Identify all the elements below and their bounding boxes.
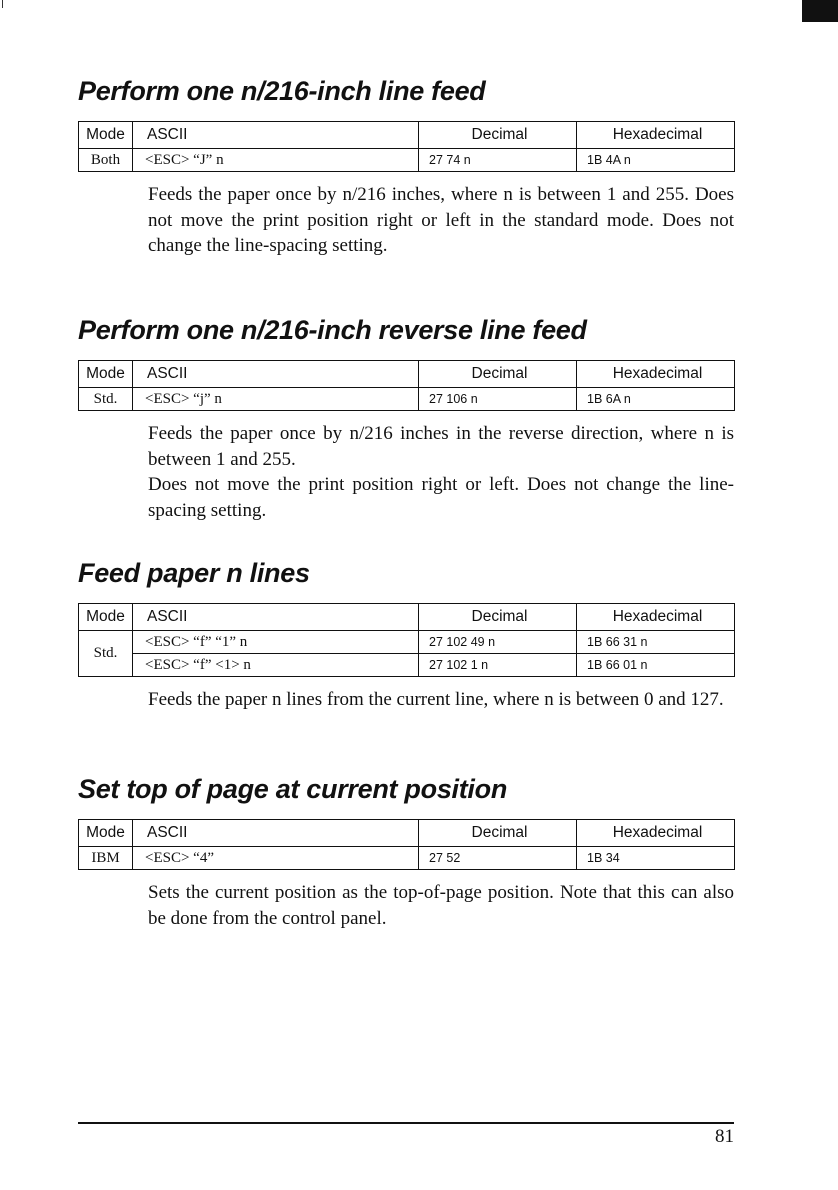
command-table [78,819,735,870]
ascii-cell: <ESC> “J” n [133,149,419,172]
description-paragraph: Feeds the paper once by n/216 inches, where n is between 1 and 255. Does not move the print position right or left in the standard mode. Does not change the line-spacing setting. [148,184,734,256]
section-description [148,880,734,931]
hex-cell: 1B 6A n [577,388,735,411]
section-title: Feed paper n lines [78,558,310,588]
decimal-cell: 27 52 [419,847,577,870]
table-row [79,847,735,870]
command-table [78,360,735,411]
decimal-cell: 27 106 n [419,388,577,411]
table-header-row [79,604,735,631]
section-set-top-of-page [78,772,734,931]
header-decimal: Decimal [419,820,577,847]
decimal-cell: 27 102 49 n [419,631,577,654]
header-mode: Mode [79,604,133,631]
header-hexadecimal: Hexadecimal [577,604,735,631]
section-title: Perform one n/216-inch reverse line feed [78,315,587,345]
header-decimal: Decimal [419,361,577,388]
ascii-cell: <ESC> “4” [133,847,419,870]
mode-cell: IBM [79,847,133,870]
command-table [78,121,735,172]
header-mode: Mode [79,122,133,149]
section-line-feed [78,74,734,259]
mode-cell: Std. [79,388,133,411]
table-row [79,654,735,677]
corner-registration-mark [802,0,838,22]
table-header-row [79,820,735,847]
section-description [148,687,734,713]
section-title: Set top of page at current position [78,774,508,804]
section-reverse-line-feed [78,313,734,523]
header-mode: Mode [79,361,133,388]
header-ascii: ASCII [133,361,419,388]
section-description [148,182,734,259]
header-hexadecimal: Hexadecimal [577,122,735,149]
section-feed-n-lines [78,556,734,713]
hex-cell: 1B 4A n [577,149,735,172]
description-paragraph: Feeds the paper once by n/216 inches in the reverse direction, where n is between 1 and 255. [148,423,734,470]
header-mode: Mode [79,820,133,847]
hex-cell: 1B 34 [577,847,735,870]
ascii-cell: <ESC> “j” n [133,388,419,411]
header-ascii: ASCII [133,820,419,847]
table-row [79,631,735,654]
command-table [78,603,735,677]
edge-tick-mark [2,0,3,8]
section-title: Perform one n/216-inch line feed [78,76,486,106]
table-row [79,388,735,411]
header-decimal: Decimal [419,604,577,631]
table-header-row [79,122,735,149]
section-description [148,421,734,523]
header-hexadecimal: Hexadecimal [577,820,735,847]
header-ascii: ASCII [133,122,419,149]
decimal-cell: 27 102 1 n [419,654,577,677]
description-paragraph: Sets the current position as the top-of-page position. Note that this can also be done from the control panel. [148,882,734,929]
hex-cell: 1B 66 01 n [577,654,735,677]
hex-cell: 1B 66 31 n [577,631,735,654]
table-header-row [79,361,735,388]
table-row [79,149,735,172]
mode-cell: Both [79,149,133,172]
decimal-cell: 27 74 n [419,149,577,172]
header-hexadecimal: Hexadecimal [577,361,735,388]
mode-cell: Std. [79,631,133,677]
page-number: 81 [715,1126,734,1147]
description-paragraph: Feeds the paper n lines from the current line, where n is between 0 and 127. [148,689,724,710]
header-decimal: Decimal [419,122,577,149]
footer-rule [78,1122,734,1124]
description-paragraph: Does not move the print position right or left. Does not change the line-spacing setting. [148,474,734,521]
ascii-cell: <ESC> “f” “1” n [133,631,419,654]
ascii-cell: <ESC> “f” <1> n [133,654,419,677]
header-ascii: ASCII [133,604,419,631]
